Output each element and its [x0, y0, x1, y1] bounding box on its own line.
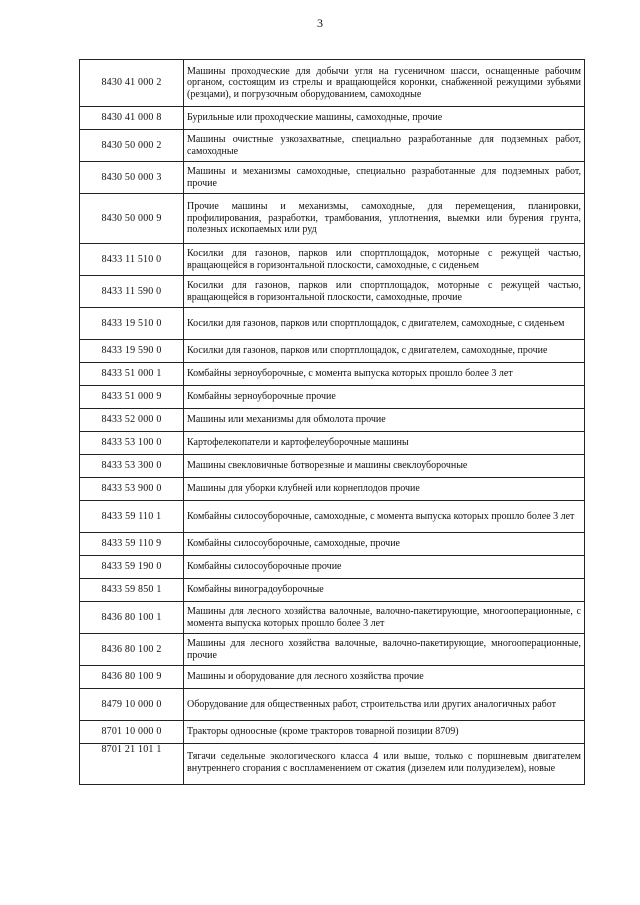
description-cell: Косилки для газонов, парков или спортплощадок, моторные с режущей частью, вращающейся в горизонтальной плоскости, самоходные, с сиденьем	[184, 244, 585, 276]
table-row	[80, 556, 585, 579]
table-row	[80, 666, 585, 689]
description-cell: Комбайны зерноуборочные прочие	[184, 386, 585, 409]
code-cell: 8433 59 110 1	[80, 501, 184, 533]
code-cell: 8430 50 000 9	[80, 194, 184, 244]
code-cell: 8430 50 000 2	[80, 130, 184, 162]
description-cell: Комбайны силосоуборочные прочие	[184, 556, 585, 579]
description-cell: Машины очистные узкозахватные, специально разработанные для подземных работ, самоходные	[184, 130, 585, 162]
description-cell: Косилки для газонов, парков или спортплощадок, моторные с режущей частью, вращающейся в горизонтальной плоскости, самоходные, прочие	[184, 276, 585, 308]
code-cell: 8433 11 510 0	[80, 244, 184, 276]
table-row	[80, 194, 585, 244]
table-row	[80, 689, 585, 721]
description-cell: Комбайны силосоуборочные, самоходные, прочие	[184, 533, 585, 556]
code-cell: 8430 50 000 3	[80, 162, 184, 194]
description-cell: Машины для лесного хозяйства валочные, валочно-пакетирующие, многооперационные, прочие	[184, 634, 585, 666]
code-cell: 8433 59 190 0	[80, 556, 184, 579]
table-row	[80, 308, 585, 340]
table-row	[80, 744, 585, 785]
code-cell: 8433 59 850 1	[80, 579, 184, 602]
table-row	[80, 363, 585, 386]
description-cell: Картофелекопатели и картофелеуборочные машины	[184, 432, 585, 455]
table-row	[80, 409, 585, 432]
code-cell: 8433 53 100 0	[80, 432, 184, 455]
description-cell: Бурильные или проходческие машины, самоходные, прочие	[184, 107, 585, 130]
code-cell: 8433 52 000 0	[80, 409, 184, 432]
code-cell: 8433 53 300 0	[80, 455, 184, 478]
code-cell: 8430 41 000 8	[80, 107, 184, 130]
code-cell: 8701 21 101 1	[80, 744, 184, 785]
table-row	[80, 340, 585, 363]
description-cell: Машины свекловичные ботворезные и машины свеклоуборочные	[184, 455, 585, 478]
code-cell: 8436 80 100 2	[80, 634, 184, 666]
code-cell: 8433 53 900 0	[80, 478, 184, 501]
table-row	[80, 478, 585, 501]
code-cell: 8433 59 110 9	[80, 533, 184, 556]
table-row	[80, 107, 585, 130]
description-cell: Машины для лесного хозяйства валочные, валочно-пакетирующие, многооперационные, с момента выпуска которых прошло более 3 лет	[184, 602, 585, 634]
page-number: 3	[317, 16, 323, 30]
code-cell: 8433 51 000 1	[80, 363, 184, 386]
table-row	[80, 501, 585, 533]
table-row	[80, 579, 585, 602]
description-cell: Тягачи седельные экологического класса 4 или выше, только с поршневым двигателем внутреннего сгорания с воспламенением от сжатия (дизелем или полудизелем), новые	[184, 744, 585, 785]
description-cell: Комбайны виноградоуборочные	[184, 579, 585, 602]
description-cell: Косилки для газонов, парков или спортплощадок, с двигателем, самоходные, с сиденьем	[184, 308, 585, 340]
description-cell: Машины и оборудование для лесного хозяйства прочие	[184, 666, 585, 689]
table-row	[80, 386, 585, 409]
description-cell: Машины проходческие для добычи угля на гусеничном шасси, оснащенные рабочим органом, состоящим из стрелы и вращающейся коронки, снабженной режущими зубьями (резцами), и погрузочным оборудованием, самоходные	[184, 60, 585, 107]
description-cell: Машины или механизмы для обмолота прочие	[184, 409, 585, 432]
table-row	[80, 721, 585, 744]
description-cell: Оборудование для общественных работ, строительства или других аналогичных работ	[184, 689, 585, 721]
table-row	[80, 130, 585, 162]
description-cell: Тракторы одноосные (кроме тракторов товарной позиции 8709)	[184, 721, 585, 744]
code-cell: 8433 51 000 9	[80, 386, 184, 409]
tariff-code-table	[79, 59, 585, 785]
table-row	[80, 533, 585, 556]
description-cell: Прочие машины и механизмы, самоходные, для перемещения, планировки, профилирования, разработки, трамбования, уплотнения, выемки или бурения грунта, полезных ископаемых или руд	[184, 194, 585, 244]
code-cell: 8436 80 100 9	[80, 666, 184, 689]
code-cell: 8433 19 590 0	[80, 340, 184, 363]
description-cell: Комбайны зерноуборочные, с момента выпуска которых прошло более 3 лет	[184, 363, 585, 386]
table-row	[80, 276, 585, 308]
code-cell: 8433 19 510 0	[80, 308, 184, 340]
code-cell: 8479 10 000 0	[80, 689, 184, 721]
table-row	[80, 60, 585, 107]
code-cell: 8701 10 000 0	[80, 721, 184, 744]
code-cell: 8430 41 000 2	[80, 60, 184, 107]
description-cell: Машины для уборки клубней или корнеплодов прочие	[184, 478, 585, 501]
description-cell: Машины и механизмы самоходные, специально разработанные для подземных работ, прочие	[184, 162, 585, 194]
table-row	[80, 455, 585, 478]
description-cell: Комбайны силосоуборочные, самоходные, с момента выпуска которых прошло более 3 лет	[184, 501, 585, 533]
table-row	[80, 602, 585, 634]
table-row	[80, 432, 585, 455]
table-row	[80, 634, 585, 666]
code-cell: 8436 80 100 1	[80, 602, 184, 634]
description-cell: Косилки для газонов, парков или спортплощадок, с двигателем, самоходные, прочие	[184, 340, 585, 363]
code-cell: 8433 11 590 0	[80, 276, 184, 308]
table-row	[80, 244, 585, 276]
table-row	[80, 162, 585, 194]
